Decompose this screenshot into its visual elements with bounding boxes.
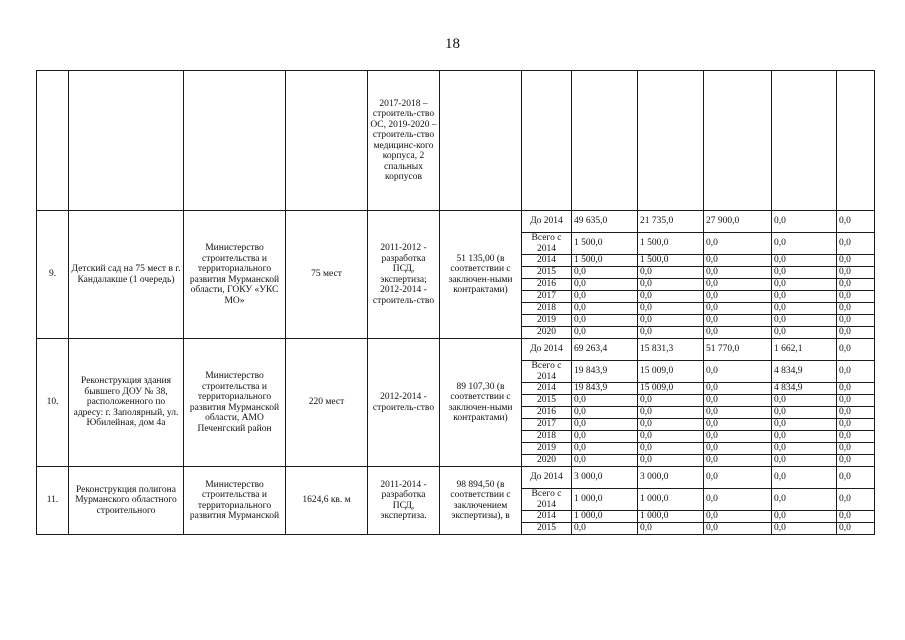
value-cell: 0,0 — [638, 291, 704, 303]
value-cell: 0,0 — [772, 407, 837, 419]
value-cell: 0,0 — [772, 291, 837, 303]
project-customer: Министерство строительства и территориального развития Мурманской области, ГОКУ «УКС МО» — [184, 211, 286, 339]
value-cell: 21 735,0 — [638, 211, 704, 233]
cell-empty — [837, 71, 875, 211]
value-cell: 0,0 — [837, 455, 875, 467]
value-cell: 0,0 — [772, 455, 837, 467]
value-cell: 0,0 — [638, 303, 704, 315]
value-cell: 1 500,0 — [638, 255, 704, 267]
value-cell: 0,0 — [772, 489, 837, 511]
value-cell: 0,0 — [837, 361, 875, 383]
project-name: Детский сад на 75 мест в г. Кандалакше (1 очередь) — [69, 211, 184, 339]
continuation-row — [37, 71, 875, 211]
value-cell: 0,0 — [704, 361, 772, 383]
table-body — [37, 71, 875, 535]
page-number: 18 — [445, 36, 460, 52]
project-stages: 2011-2014 - разработка ПСД, экспертиза. — [368, 467, 440, 535]
value-cell: 15 009,0 — [638, 383, 704, 395]
table-row — [37, 467, 875, 489]
value-cell: 15 009,0 — [638, 361, 704, 383]
value-cell: 0,0 — [572, 523, 638, 535]
value-cell: 0,0 — [704, 395, 772, 407]
year-cell: 2014 — [522, 255, 572, 267]
value-cell: 0,0 — [638, 443, 704, 455]
value-cell: 1 500,0 — [572, 255, 638, 267]
value-cell: 0,0 — [638, 455, 704, 467]
value-cell: 0,0 — [704, 267, 772, 279]
value-cell: 0,0 — [772, 467, 837, 489]
value-cell: 0,0 — [638, 523, 704, 535]
value-cell: 0,0 — [837, 327, 875, 339]
value-cell: 0,0 — [572, 327, 638, 339]
value-cell: 0,0 — [704, 419, 772, 431]
value-cell: 3 000,0 — [638, 467, 704, 489]
value-cell: 0,0 — [704, 303, 772, 315]
value-cell: 0,0 — [704, 489, 772, 511]
year-cell: До 2014 — [522, 467, 572, 489]
cell-empty — [69, 71, 184, 211]
value-cell: 0,0 — [837, 431, 875, 443]
year-cell: 2017 — [522, 291, 572, 303]
value-cell: 1 000,0 — [572, 511, 638, 523]
cell-empty — [440, 71, 522, 211]
value-cell: 19 843,9 — [572, 383, 638, 395]
value-cell: 0,0 — [772, 327, 837, 339]
value-cell: 0,0 — [572, 291, 638, 303]
value-cell: 0,0 — [704, 279, 772, 291]
value-cell: 0,0 — [572, 395, 638, 407]
year-cell: Всего с 2014 — [522, 361, 572, 383]
value-cell: 0,0 — [572, 279, 638, 291]
year-cell: 2020 — [522, 455, 572, 467]
value-cell: 0,0 — [837, 511, 875, 523]
cell-empty — [37, 71, 69, 211]
value-cell: 0,0 — [572, 431, 638, 443]
value-cell: 0,0 — [638, 327, 704, 339]
value-cell: 4 834,9 — [772, 383, 837, 395]
value-cell: 0,0 — [638, 419, 704, 431]
value-cell: 0,0 — [772, 419, 837, 431]
project-capacity: 75 мест — [286, 211, 368, 339]
project-number: 10. — [37, 339, 69, 467]
table-row — [37, 339, 875, 361]
project-cost: 51 135,00 (в соответствии с заключен-ными контрактами) — [440, 211, 522, 339]
value-cell: 0,0 — [704, 291, 772, 303]
year-cell: 2014 — [522, 511, 572, 523]
value-cell: 0,0 — [704, 511, 772, 523]
table-row — [37, 211, 875, 233]
value-cell: 69 263,4 — [572, 339, 638, 361]
value-cell: 0,0 — [638, 395, 704, 407]
year-cell: 2017 — [522, 419, 572, 431]
year-cell: 2016 — [522, 279, 572, 291]
value-cell: 1 500,0 — [638, 233, 704, 255]
value-cell: 0,0 — [772, 523, 837, 535]
value-cell: 0,0 — [638, 431, 704, 443]
year-cell: 2015 — [522, 523, 572, 535]
value-cell: 0,0 — [572, 407, 638, 419]
value-cell: 0,0 — [837, 267, 875, 279]
year-cell: До 2014 — [522, 339, 572, 361]
year-cell: До 2014 — [522, 211, 572, 233]
value-cell: 0,0 — [772, 443, 837, 455]
value-cell: 0,0 — [772, 233, 837, 255]
project-name: Реконструкция здания бывшего ДОУ № 38, расположенного по адресу: г. Заполярный, ул. Юбилейная, дом 4а — [69, 339, 184, 467]
project-stages: 2011-2012 - разработка ПСД, экспертиза; 2012-2014 - строитель-ство — [368, 211, 440, 339]
value-cell: 0,0 — [572, 267, 638, 279]
value-cell: 0,0 — [704, 467, 772, 489]
value-cell: 1 500,0 — [572, 233, 638, 255]
continuation-stages: 2017-2018 – строитель-ство ОС, 2019-2020 – строитель-ство медицинс-кого корпуса, 2 спальных корпусов — [368, 71, 440, 211]
year-cell: 2014 — [522, 383, 572, 395]
value-cell: 0,0 — [837, 255, 875, 267]
value-cell: 0,0 — [572, 443, 638, 455]
cell-empty — [772, 71, 837, 211]
project-number: 9. — [37, 211, 69, 339]
year-cell: 2016 — [522, 407, 572, 419]
project-capacity: 220 мест — [286, 339, 368, 467]
value-cell: 0,0 — [704, 407, 772, 419]
project-cost: 89 107,30 (в соответствии с заключен-ными контрактами) — [440, 339, 522, 467]
project-stages: 2012-2014 - строитель-ство — [368, 339, 440, 467]
value-cell: 0,0 — [572, 419, 638, 431]
value-cell: 1 662,1 — [772, 339, 837, 361]
value-cell: 0,0 — [837, 339, 875, 361]
value-cell: 1 000,0 — [572, 489, 638, 511]
cell-empty — [572, 71, 638, 211]
value-cell: 0,0 — [704, 255, 772, 267]
value-cell: 0,0 — [837, 211, 875, 233]
value-cell: 0,0 — [837, 407, 875, 419]
value-cell: 0,0 — [837, 233, 875, 255]
value-cell: 3 000,0 — [572, 467, 638, 489]
value-cell: 0,0 — [772, 279, 837, 291]
value-cell: 0,0 — [704, 383, 772, 395]
project-customer: Министерство строительства и территориального развития Мурманской области, АМО Печенгский район — [184, 339, 286, 467]
value-cell: 0,0 — [772, 511, 837, 523]
project-capacity: 1624,6 кв. м — [286, 467, 368, 535]
value-cell: 0,0 — [837, 489, 875, 511]
value-cell: 0,0 — [837, 467, 875, 489]
value-cell: 0,0 — [638, 407, 704, 419]
value-cell: 1 000,0 — [638, 511, 704, 523]
value-cell: 0,0 — [837, 523, 875, 535]
value-cell: 0,0 — [638, 315, 704, 327]
project-cost: 98 894,50 (в соответствии с заключением экспертизы), в — [440, 467, 522, 535]
value-cell: 0,0 — [837, 443, 875, 455]
value-cell: 19 843,9 — [572, 361, 638, 383]
value-cell: 0,0 — [772, 315, 837, 327]
value-cell: 0,0 — [837, 395, 875, 407]
value-cell: 49 635,0 — [572, 211, 638, 233]
value-cell: 0,0 — [837, 303, 875, 315]
value-cell: 0,0 — [704, 431, 772, 443]
value-cell: 0,0 — [772, 431, 837, 443]
value-cell: 0,0 — [704, 315, 772, 327]
year-cell: Всего с 2014 — [522, 489, 572, 511]
value-cell: 0,0 — [704, 523, 772, 535]
year-cell: 2015 — [522, 395, 572, 407]
cell-empty — [704, 71, 772, 211]
cell-empty — [286, 71, 368, 211]
value-cell: 0,0 — [772, 267, 837, 279]
value-cell: 0,0 — [572, 315, 638, 327]
value-cell: 0,0 — [704, 455, 772, 467]
value-cell: 0,0 — [704, 327, 772, 339]
value-cell: 0,0 — [772, 395, 837, 407]
value-cell: 27 900,0 — [704, 211, 772, 233]
project-customer: Министерство строительства и территориального развития Мурманской — [184, 467, 286, 535]
cell-empty — [638, 71, 704, 211]
year-cell: 2018 — [522, 431, 572, 443]
value-cell: 0,0 — [837, 419, 875, 431]
value-cell: 0,0 — [772, 303, 837, 315]
project-name: Реконструкция полигона Мурманского областного строительного — [69, 467, 184, 535]
cell-empty — [522, 71, 572, 211]
value-cell: 0,0 — [837, 291, 875, 303]
value-cell: 51 770,0 — [704, 339, 772, 361]
year-cell: Всего с 2014 — [522, 233, 572, 255]
value-cell: 15 831,3 — [638, 339, 704, 361]
value-cell: 0,0 — [772, 211, 837, 233]
year-cell: 2018 — [522, 303, 572, 315]
value-cell: 0,0 — [704, 233, 772, 255]
year-cell: 2015 — [522, 267, 572, 279]
value-cell: 0,0 — [837, 383, 875, 395]
program-table — [36, 70, 875, 535]
year-cell: 2019 — [522, 315, 572, 327]
cell-empty — [184, 71, 286, 211]
value-cell: 0,0 — [572, 303, 638, 315]
project-number: 11. — [37, 467, 69, 535]
year-cell: 2019 — [522, 443, 572, 455]
value-cell: 0,0 — [837, 315, 875, 327]
value-cell: 1 000,0 — [638, 489, 704, 511]
year-cell: 2020 — [522, 327, 572, 339]
value-cell: 4 834,9 — [772, 361, 837, 383]
value-cell: 0,0 — [837, 279, 875, 291]
value-cell: 0,0 — [638, 279, 704, 291]
value-cell: 0,0 — [704, 443, 772, 455]
value-cell: 0,0 — [572, 455, 638, 467]
value-cell: 0,0 — [772, 255, 837, 267]
value-cell: 0,0 — [638, 267, 704, 279]
